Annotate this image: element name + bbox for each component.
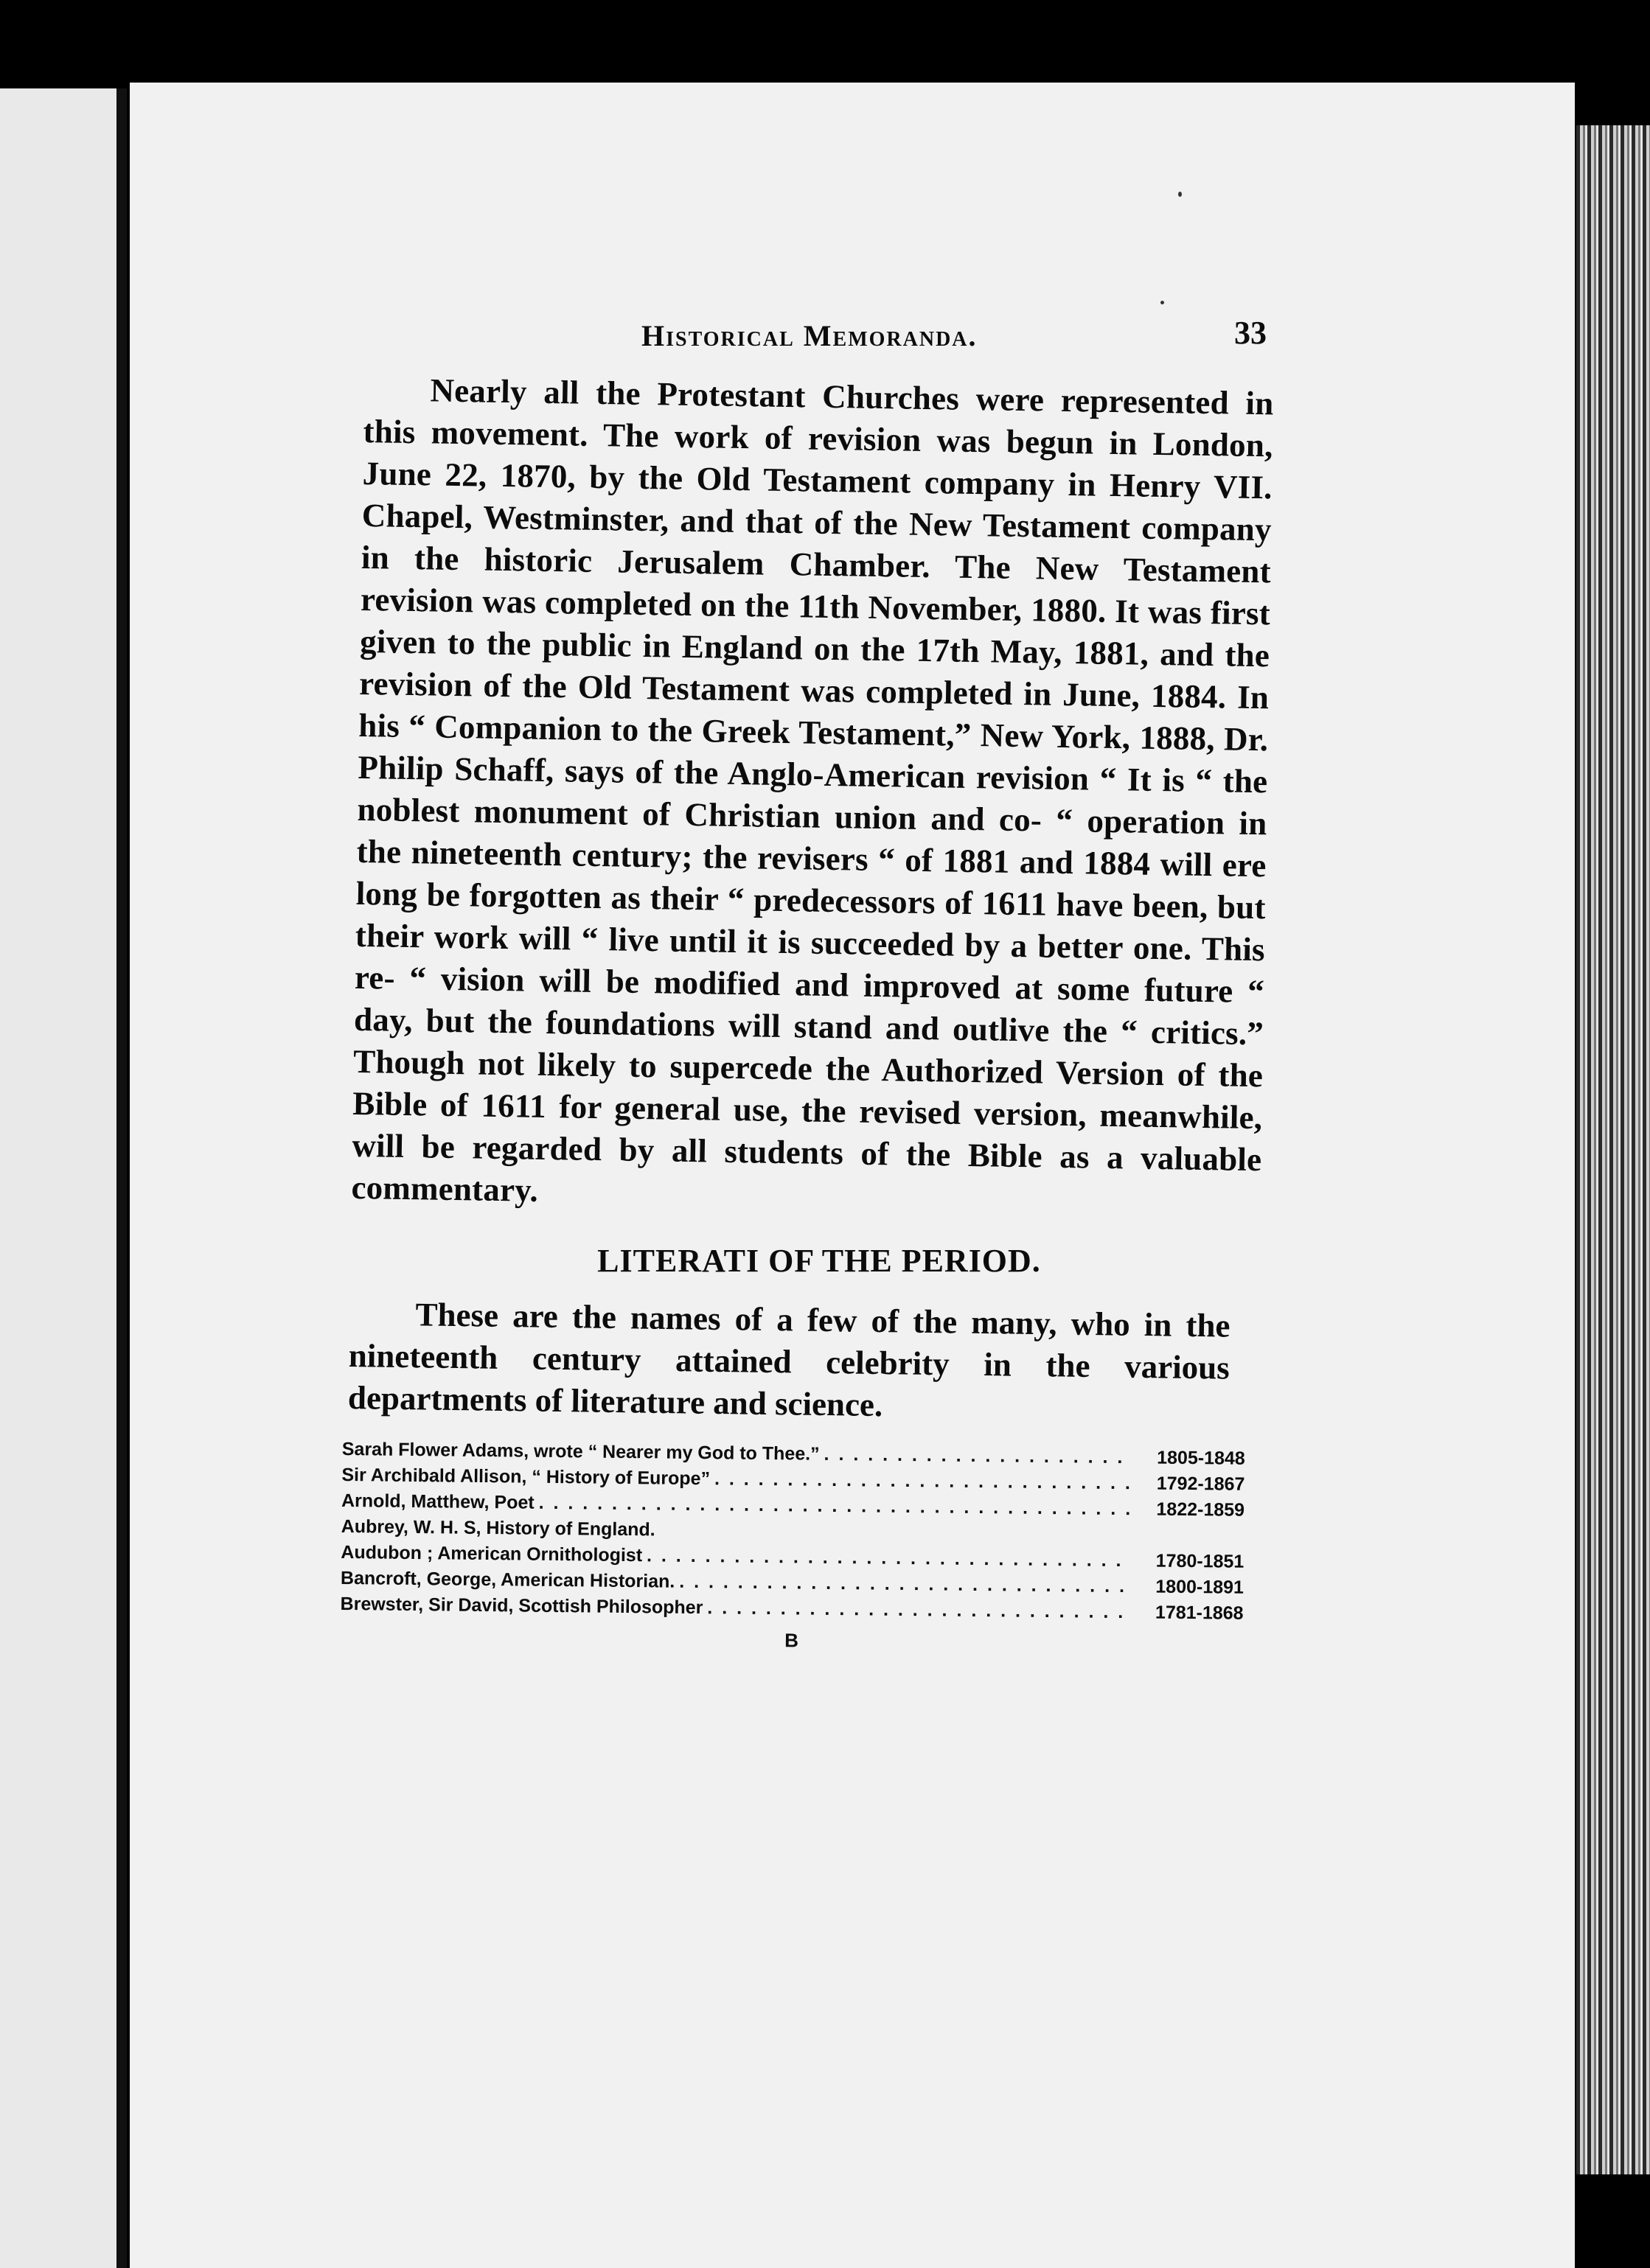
literati-list: [340, 1437, 1245, 1657]
ink-speck: [1178, 192, 1182, 197]
literati-name: Sarah Flower Adams, wrote “ Nearer my God to Thee.”: [341, 1438, 820, 1465]
page-number: 33: [1234, 315, 1267, 351]
body-paragraph: Nearly all the Protestant Churches were represented in this movement. The work of revision was begun in London, June 22, 1870, by the Old Testament company in Henry VII. Chapel, Westminster, and that of the New Testament company in the historic Jerusalem Chamber. The New Testament revision was completed on the 11th November, 1880. It was first given to the public in England on the 17th May, 1881, and the revision of the Old Testament was completed in June, 1884. In his “ Companion to the Greek Testament,” New York, 1888, Dr. Philip Schaff, says of the Anglo-American revision “ It is “ the noblest monument of Christian union and co- “ operation in the nineteenth century; the revisers “ of 1881 and 1884 will ere long be forgotten as their “ predecessors of 1611 have been, but their work will “ live until it is succeeded by a better one. This re- “ vision will be modified and improved at some future “ day, but the foundations will stand and outlive the “ critics.” Though not likely to supercede the Authorized Version of the Bible of 1611 for general use, the revised version, meanwhile, will be regarded by all students of the Bible as a valuable commentary.: [351, 371, 1274, 1209]
literati-name: Audubon ; American Ornithologist: [341, 1541, 643, 1566]
dot-leader: [824, 1442, 1129, 1470]
section-heading: LITERATI OF THE PERIOD.: [597, 1243, 1041, 1279]
literati-dates: 1805-1848: [1157, 1447, 1245, 1469]
literati-dates: 1792-1867: [1156, 1473, 1245, 1495]
signature-mark: B: [784, 1629, 799, 1652]
running-head-title: Historical Memoranda.: [641, 319, 978, 352]
literati-name: Aubrey, W. H. S, History of England.: [341, 1515, 655, 1541]
section-intro-paragraph: These are the names of a few of the many, who in the nineteenth century attained celebrity in the various departments of literature and science.: [347, 1296, 1230, 1424]
literati-dates: [1134, 1541, 1245, 1542]
literati-dates: 1800-1891: [1155, 1576, 1245, 1598]
page-block-edge: [1576, 125, 1650, 2174]
literati-name: Brewster, Sir David, Scottish Philosopher: [340, 1593, 703, 1619]
literati-name: Sir Archibald Allison, “ History of Europe”: [341, 1464, 711, 1490]
literati-dates: 1780-1851: [1155, 1550, 1245, 1572]
dot-leader: [707, 1595, 1129, 1625]
dot-leader: [660, 1536, 1129, 1541]
page-content: [340, 310, 1274, 1652]
literati-dates: 1781-1868: [1155, 1602, 1244, 1624]
literati-name: Arnold, Matthew, Poet: [341, 1490, 535, 1513]
left-page-edge: [0, 88, 127, 2268]
literati-name: Bancroft, George, American Historian.: [340, 1567, 675, 1592]
running-head: [364, 310, 1274, 369]
ink-speck: [1160, 301, 1164, 304]
dot-leader: [714, 1466, 1130, 1496]
literati-dates: 1822-1859: [1156, 1498, 1245, 1521]
